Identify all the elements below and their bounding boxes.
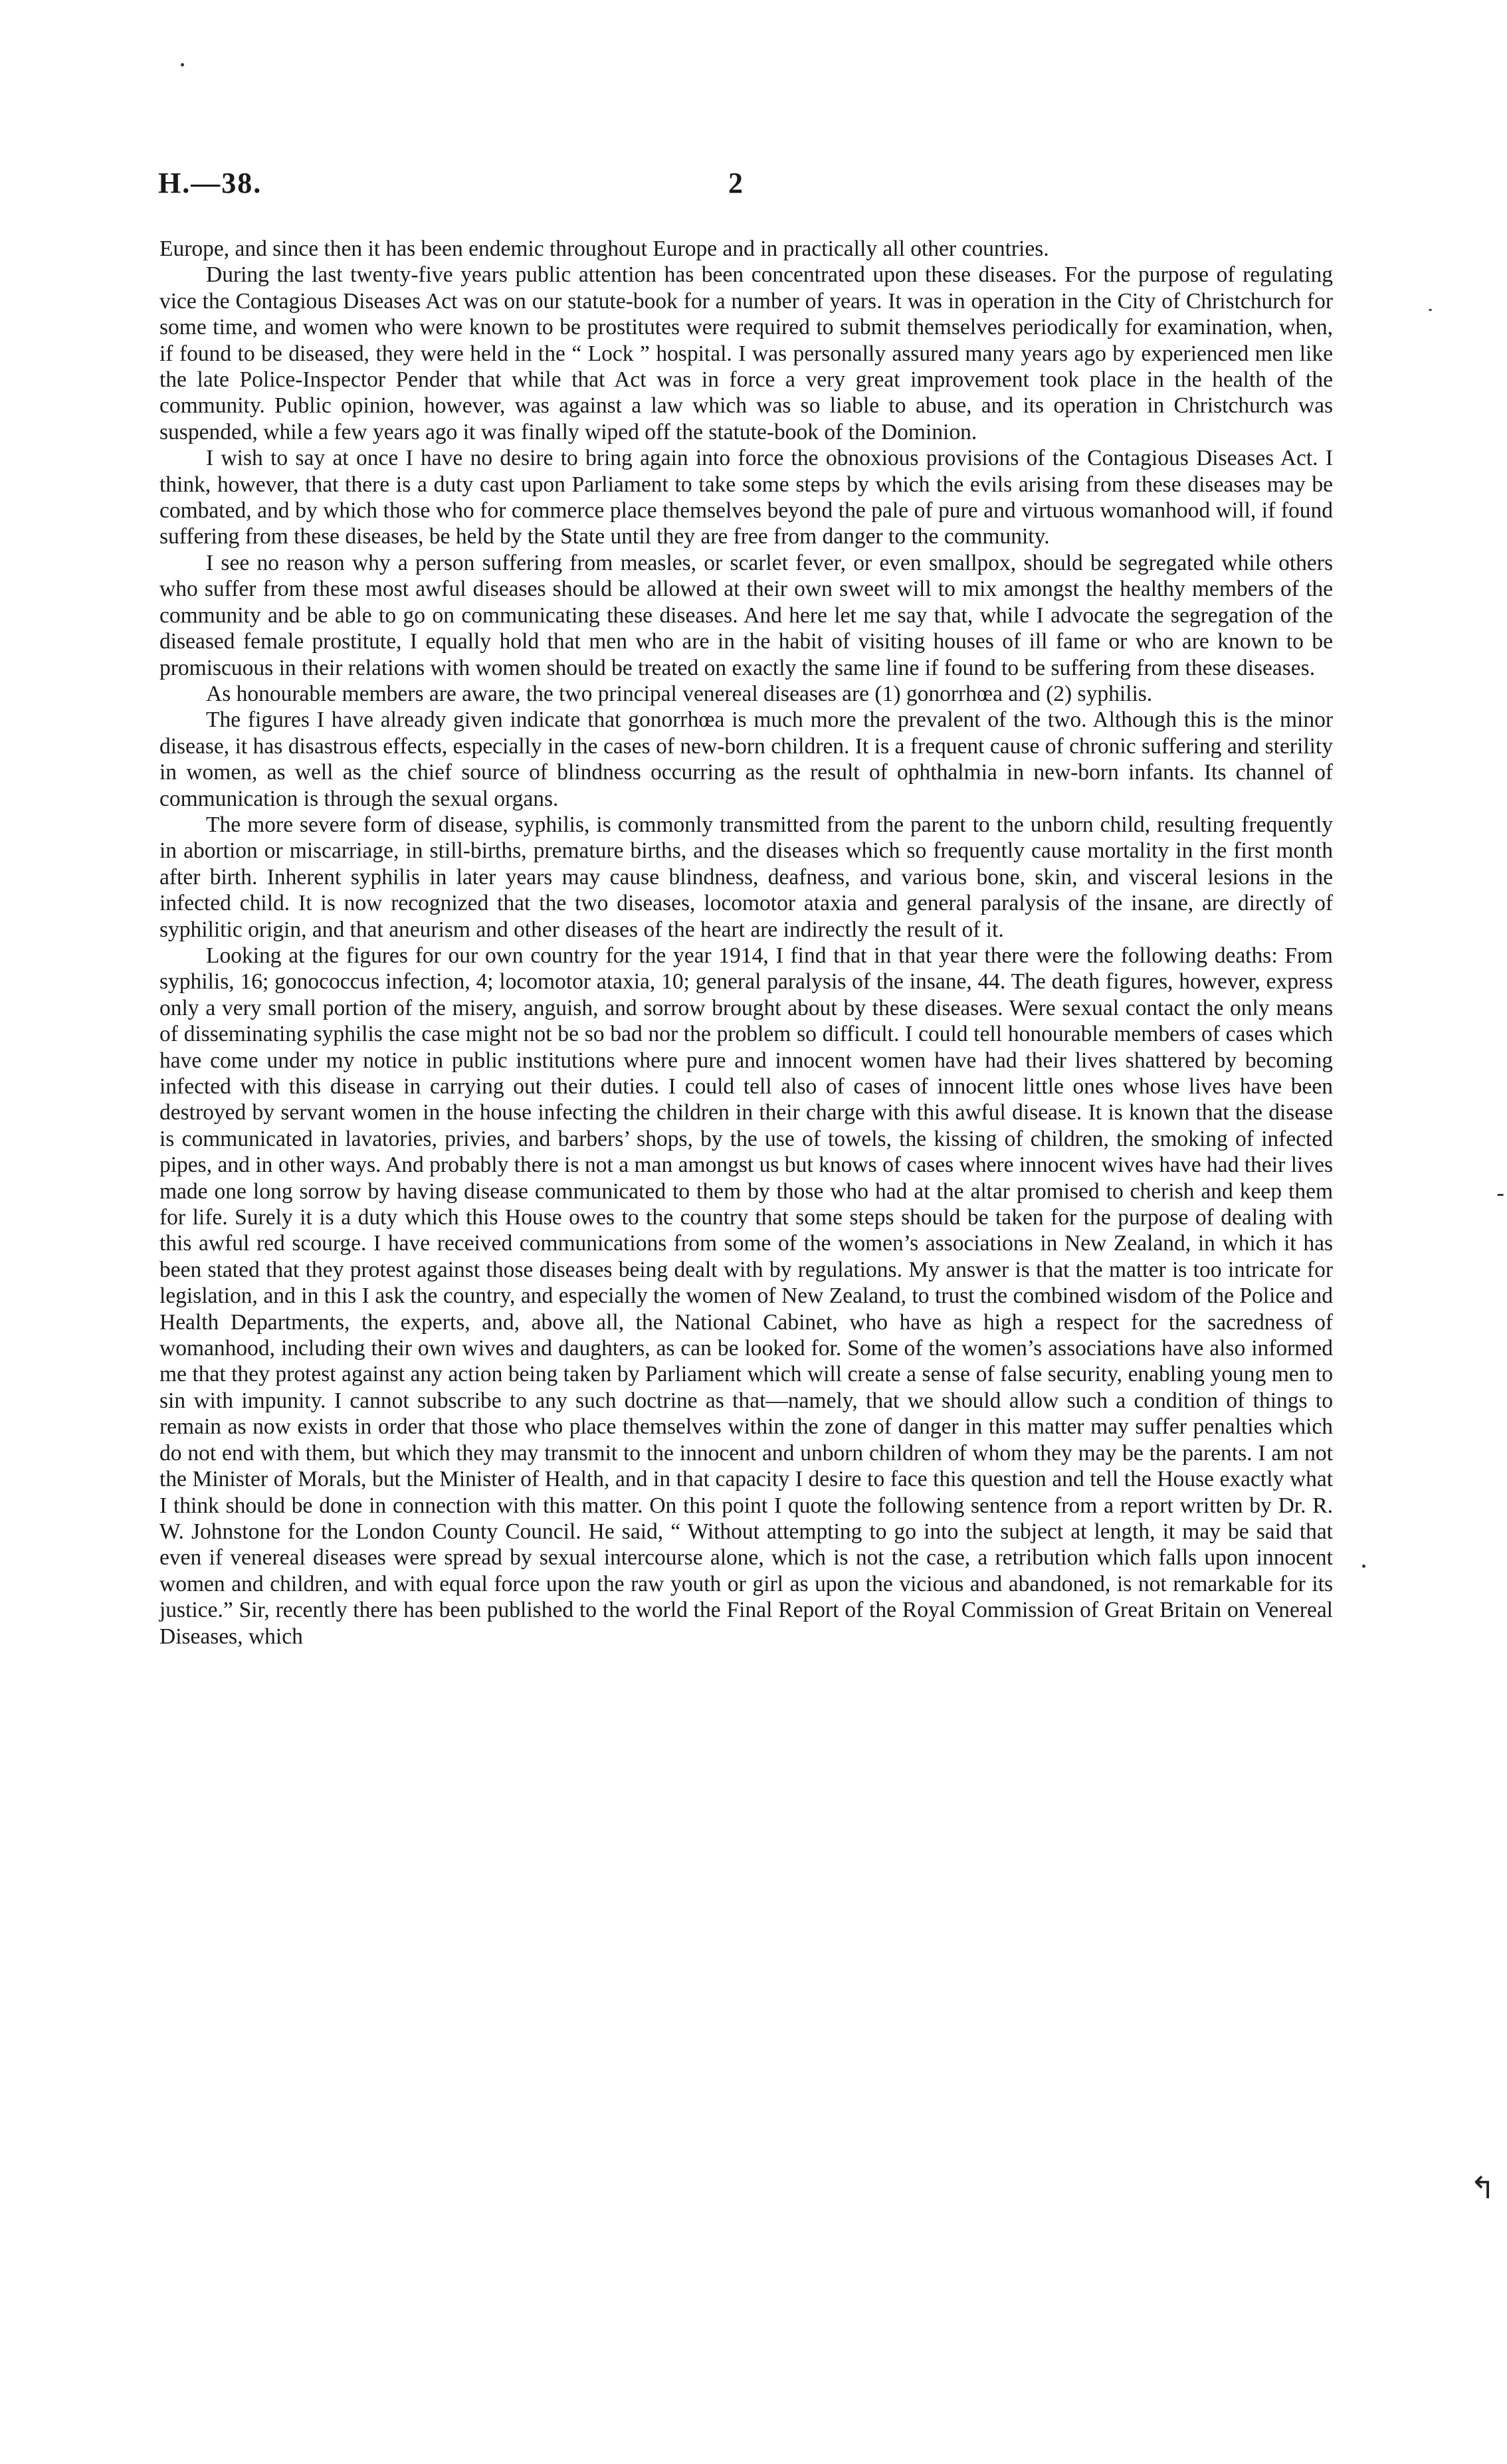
paragraph: As honourable members are aware, the two principal venereal diseases are (1) gonorrhœa and (2) syphilis.: [206, 681, 1153, 706]
paragraph: Looking at the figures for our own country for the year 1914, I find that in that year there were the following deaths: From syphilis, 16; gonococcus infection, 4; locomotor ataxia, 10; general paralysis of the insane, 44. The death figures, however, express only a very small portion of the misery, anguish, and sorrow brought about by these diseases. Were sexual contact the only means of disseminating syphilis the case might not be so bad nor the problem so difficult. I could tell honourable members of cases which have come under my notice in public institutions where pure and innocent women have had their lives shattered by becoming infected with this disease in carrying out their duties. I could tell also of cases of innocent little ones whose lives have been destroyed by servant women in the house infecting the children in their charge with this awful disease. It is known that the disease is communicated in lavatories, privies, and barbers’ shops, by the use of towels, the kissing of children, the smoking of infected pipes, and in other ways. And probably there is not a man amongst us but knows of cases where innocent wives have had their lives made one long sorrow by having disease communicated to them by those who had at the altar promised to cherish and keep them for life. Surely it is a duty which this House owes to the country that some steps should be taken for the purpose of dealing with this awful red scourge. I have received communications from some of the women’s associations in New Zealand, in which it has been stated that they protest against those diseases being dealt with by regulations. My answer is that the matter is too intricate for legislation, and in this I ask the country, and especially the women of New Zealand, to trust the combined wisdom of the Police and Health Departments, the experts, and, above all, the National Cabinet, who have as high a respect for the sacredness of womanhood, including their own wives and daughters, as can be looked for. Some of the women’s associations have also informed me that they protest against any action being taken by Parliament which will create a sense of false security, enabling young men to sin with impunity. I cannot subscribe to any such doctrine as that—namely, that we should allow such a condition of things to remain as now exists in order that those who place themselves within the zone of danger in this matter may suffer penalties which do not end with them, but which they may transmit to the innocent and unborn children of whom they may be the parents. I am not the Minister of Morals, but the Minister of Health, and in that capacity I desire to face this question and tell the House exactly what I think should be done in connection with this matter. On this point I quote the following sentence from a report written by Dr. R. W. Johnstone for the London County Council. He said, “ Without attempting to go into the subject at length, it may be said that even if venereal diseases were spread by sexual intercourse alone, which is not the case, a retribution which falls upon innocent women and children, and with equal force upon the raw youth or girl as upon the vicious and abandoned, is not remarkable for its justice.” Sir, recently there has been published to the world the Final Report of the Royal Commission of Great Britain on Venereal Diseases, which: [159, 943, 1333, 1649]
body-text: [159, 236, 1333, 1650]
scan-speck: [1362, 1564, 1365, 1568]
page-number: 2: [728, 167, 743, 199]
paragraph: The more severe form of disease, syphilis, is commonly transmitted from the parent to the unborn child, resulting frequently in abortion or miscarriage, in still-births, premature births, and the diseases which so frequently cause mortality in the first month after birth. Inherent syphilis in later years may cause blindness, deafness, and various bone, skin, and visceral lesions in the infected child. It is now recognized that the two diseases, locomotor ataxia and general paralysis of the insane, are directly of syphilitic origin, and that aneurism and other diseases of the heart are indirectly the result of it.: [159, 812, 1333, 942]
paragraph-continuation: Europe, and since then it has been endemic throughout Europe and in practically all other countries.: [159, 237, 1049, 261]
paragraph: The figures I have already given indicate that gonorrhœa is much more the prevalent of the two. Although this is the minor disease, it has disastrous effects, especially in the cases of new-born children. It is a frequent cause of chronic suffering and sterility in women, as well as the chief source of blindness occurring as the result of ophthalmia in new-born infants. Its channel of communication is through the sexual organs.: [159, 708, 1333, 811]
paragraph: I wish to say at once I have no desire to bring again into force the obnoxious provisions of the Contagious Diseases Act. I think, however, that there is a duty cast upon Parliament to take some steps by which the evils arising from these diseases may be combated, and by which those who for commerce place themselves beyond the pale of pure and virtuous womanhood will, if found suffering from these diseases, be held by the State until they are free from danger to the community.: [159, 446, 1333, 549]
page-header: [158, 166, 1328, 213]
scan-speck: [1429, 309, 1432, 311]
document-reference: H.—38.: [158, 167, 262, 199]
paragraph: I see no reason why a person suffering from measles, or scarlet fever, or even smallpox, should be segregated while others who suffer from these most awful diseases should be allowed at their own sweet will to mix amongst the healthy members of the community and be able to go on communicating these diseases. And here let me say that, while I advocate the segregation of the diseased female prostitute, I equally hold that men who are in the habit of visiting houses of ill fame or who are known to be promiscuous in their relations with women should be treated on exactly the same line if found to be suffering from these diseases.: [159, 550, 1333, 680]
margin-mark-icon: -: [1496, 1181, 1505, 1207]
margin-mark-icon: ↰: [1470, 2170, 1496, 2206]
paragraph: During the last twenty-five years public attention has been concentrated upon these diseases. For the purpose of regulating vice the Contagious Diseases Act was on our statute-book for a number of years. It was in operation in the City of Christchurch for some time, and women who were known to be prostitutes were required to submit themselves periodically for examination, when, if found to be diseased, they were held in the “ Lock ” hospital. I was personally assured many years ago by experienced men like the late Police-Inspector Pender that while that Act was in force a very great improvement took place in the health of the community. Public opinion, however, was against a law which was so liable to abuse, and its operation in Christchurch was suspended, while a few years ago it was finally wiped off the statute-book of the Dominion.: [159, 262, 1333, 444]
scan-speck: [181, 63, 184, 66]
